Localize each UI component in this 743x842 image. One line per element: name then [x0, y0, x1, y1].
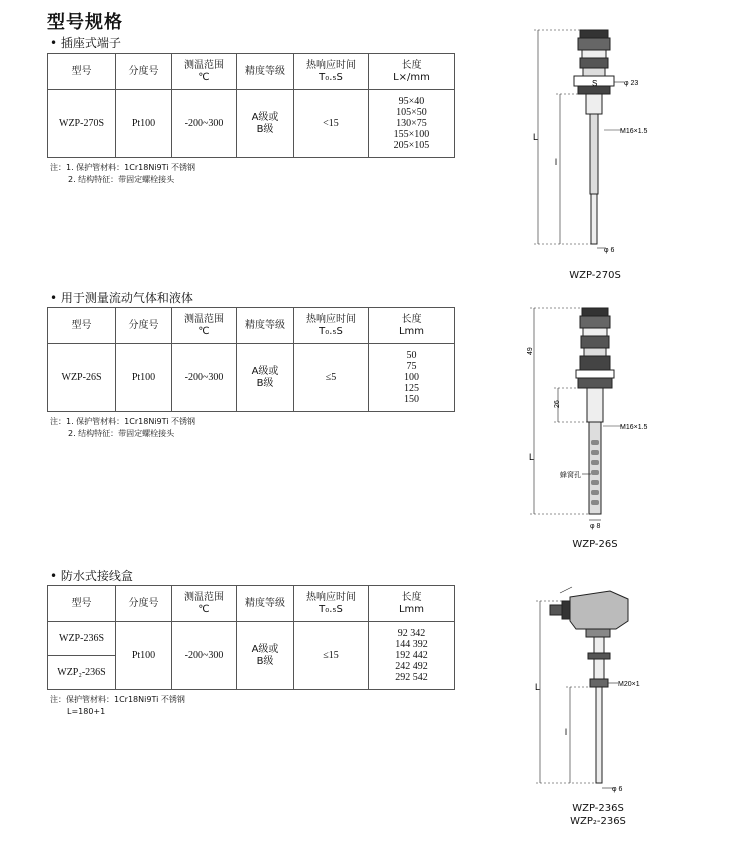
- cell-model: WZP-270S: [48, 90, 116, 158]
- header-graduation: 分度号: [116, 586, 172, 622]
- cell-response: <15: [294, 90, 369, 158]
- header-graduation: 分度号: [116, 54, 172, 90]
- cell-model: WZP₂-236S: [48, 656, 116, 690]
- header-model: 型号: [48, 308, 116, 344]
- dim-L: L: [533, 132, 539, 142]
- cell-response: ≤15: [294, 622, 369, 690]
- cell-accuracy: A级或 B级: [237, 622, 294, 690]
- table-row: [48, 344, 455, 412]
- table-header-row: [48, 586, 455, 622]
- header-response: 热响应时间 T₀.₅S: [294, 586, 369, 622]
- cell-lengths: 92 342 144 392 192 442 242 492 292 542: [369, 622, 455, 690]
- table-header-row: [48, 54, 455, 90]
- cell-model: WZP-26S: [48, 344, 116, 412]
- table-header-row: [48, 308, 455, 344]
- dim-h2: 26: [554, 400, 561, 408]
- header-response: 热响应时间 T₀.₅S: [294, 54, 369, 90]
- dim-h1: 49: [527, 347, 534, 355]
- figure-caption-wzp-236s: WZP-236S: [572, 803, 624, 814]
- cell-response: ≤5: [294, 344, 369, 412]
- spec-table-wzp-270s: [47, 53, 455, 158]
- figure-caption-wzp-270s: WZP-270S: [569, 270, 621, 281]
- cell-graduation: Pt100: [116, 622, 172, 690]
- cell-graduation: Pt100: [116, 90, 172, 158]
- header-temp-range: 测温范围 ℃: [172, 54, 237, 90]
- nut-label: S: [592, 79, 598, 88]
- page-title: 型号规格: [47, 12, 123, 33]
- dim-L: L: [535, 682, 541, 692]
- cell-temp-range: -200~300: [172, 622, 237, 690]
- header-model: 型号: [48, 54, 116, 90]
- dim-dia-bottom: φ 8: [590, 523, 601, 530]
- header-response: 热响应时间 T₀.₅S: [294, 308, 369, 344]
- dim-l: l: [565, 727, 567, 737]
- cell-accuracy: A级或 B级: [237, 90, 294, 158]
- header-model: 型号: [48, 586, 116, 622]
- section-heading-waterproof-box: • 防水式接线盒: [50, 569, 133, 583]
- header-accuracy: 精度等级: [237, 54, 294, 90]
- header-length: 长度 Lmm: [369, 586, 455, 622]
- cell-temp-range: -200~300: [172, 90, 237, 158]
- cell-graduation: Pt100: [116, 344, 172, 412]
- notes-section-1: 注：1. 保护管材料：1Cr18Ni9Ti 不锈钢 2. 结构特征：带固定螺栓接头: [50, 163, 196, 184]
- header-length: 长度 L×/mm: [369, 54, 455, 90]
- cell-lengths: 50 75 100 125 150: [369, 344, 455, 412]
- dim-l: l: [555, 157, 557, 167]
- figure-caption-wzp2-236s: WZP₂-236S: [570, 816, 626, 827]
- spec-table-wzp-26s: [47, 307, 455, 412]
- header-accuracy: 精度等级: [237, 586, 294, 622]
- section-heading-plug-terminal: • 插座式端子: [50, 36, 121, 50]
- table-row: [48, 90, 455, 158]
- header-graduation: 分度号: [116, 308, 172, 344]
- header-accuracy: 精度等级: [237, 308, 294, 344]
- cell-temp-range: -200~300: [172, 344, 237, 412]
- dim-thread: M16×1.5: [620, 128, 648, 135]
- cell-lengths: 95×40 105×50 130×75 155×100 205×105: [369, 90, 455, 158]
- figure-caption-wzp-26s: WZP-26S: [572, 539, 618, 550]
- dim-L: L: [529, 452, 535, 462]
- header-temp-range: 测温范围 ℃: [172, 586, 237, 622]
- header-temp-range: 测温范围 ℃: [172, 308, 237, 344]
- dim-thread: M20×1: [618, 681, 640, 688]
- notes-section-3: 注：保护管材料：1Cr18Ni9Ti 不锈钢 L=180+1: [50, 695, 185, 716]
- dim-holes: 蜂窝孔: [560, 472, 581, 479]
- diagram-wzp-26s: [520, 300, 670, 530]
- dim-dia-top: φ 23: [624, 80, 639, 87]
- diagram-wzp-236s: [520, 585, 680, 800]
- header-length: 长度 Lmm: [369, 308, 455, 344]
- section-heading-flowing-gas-liquid: • 用于测量流动气体和液体: [50, 291, 193, 305]
- table-row: [48, 622, 455, 656]
- spec-table-wzp-236s: [47, 585, 455, 690]
- dim-thread: M16×1.5: [620, 424, 648, 431]
- cell-model: WZP-236S: [48, 622, 116, 656]
- dim-dia-bottom: φ 6: [604, 247, 615, 254]
- cell-accuracy: A级或 B级: [237, 344, 294, 412]
- dim-dia-bottom: φ 6: [612, 786, 623, 793]
- notes-section-2: 注：1. 保护管材料：1Cr18Ni9Ti 不锈钢 2. 结构特征：带固定螺栓接头: [50, 417, 196, 438]
- diagram-wzp-270s: [520, 25, 670, 265]
